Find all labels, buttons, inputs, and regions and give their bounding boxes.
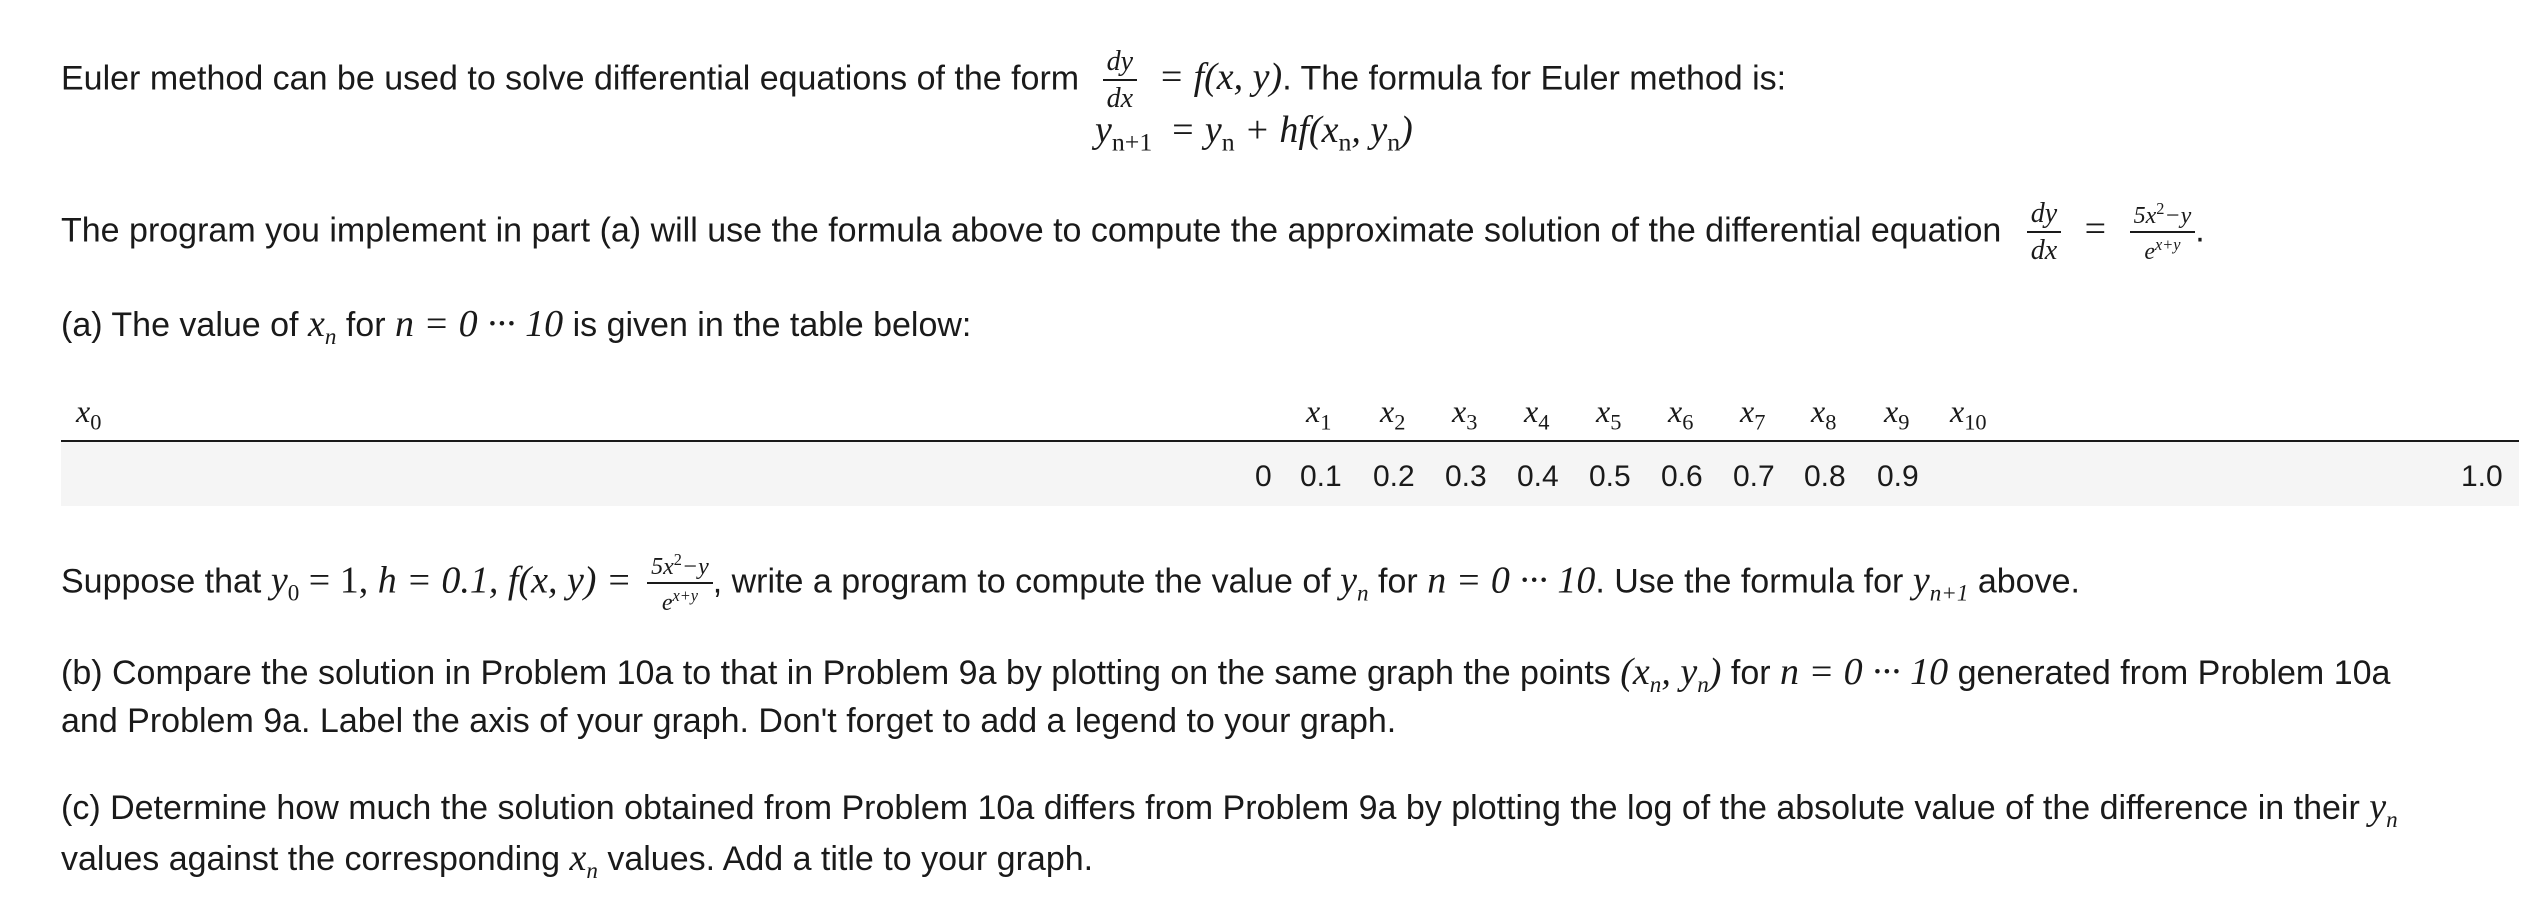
intro-text-after: . The formula for Euler method is: (1282, 59, 1787, 98)
table-header-x6: $x_6$ (1668, 393, 1694, 435)
table-header-x5: $x_5$ (1596, 393, 1622, 435)
program-line: The program you implement in part (a) will use the formula above to compute the approximate solution of the differential equation $\frac{dy}{dx}$ = $\frac{5x^2-y}{e^{x+y}}$ . (61, 198, 2205, 266)
part-b-line-2: and Problem 9a. Label the axis of your graph. Don't forget to add a legend to your graph. (61, 702, 1397, 740)
table-header-x8: $x_8$ (1811, 393, 1837, 435)
program-dy-dx-fraction: $\frac{dy}{dx}$ (2027, 200, 2061, 265)
dy-dx-fraction: $\frac{dy}{dx}$ (1103, 48, 1137, 113)
table-cell-x1: 0.1 (1300, 460, 1342, 493)
table-cell-x6: 0.6 (1661, 460, 1703, 493)
table-cell-x5: 0.5 (1589, 460, 1631, 493)
table-header-x10: $x_{10}$ (1950, 393, 1987, 435)
table-cell-x0: 0 (1255, 460, 1272, 493)
table-cell-x3: 0.3 (1445, 460, 1487, 493)
part-c-line-1: (c) Determine how much the solution obtained from Problem 10a differs from Problem 9a by plotting the log of the absolute value of the difference in their $y_n$ (61, 786, 2398, 833)
table-header-x2: $x_2$ (1380, 393, 1406, 435)
part-a-line: (a) The value of $x_n$ for n = 0 ··· 10 is given in the table below: (61, 303, 972, 350)
table-header-x9: $x_9$ (1884, 393, 1910, 435)
table-header-x4: $x_4$ (1524, 393, 1550, 435)
part-c-line-2: values against the corresponding $x_n$ values. Add a title to your graph. (61, 837, 1094, 884)
table-cell-x7: 0.7 (1733, 460, 1775, 493)
program-text: The program you implement in part (a) will use the formula above to compute the approximate solution of the differential equation (61, 211, 2002, 250)
table-cell-x4: 0.4 (1517, 460, 1559, 493)
table-header-x3: $x_3$ (1452, 393, 1478, 435)
suppose-line: Suppose that $y_0 = 1$, h = 0.1, f(x, y) = $\frac{5x^2-y}{e^{x+y}}$ , write a program to compute the value of $y_n$ for n = 0 ··· 10. Use the formula for $y_{n+1}$ above. (61, 550, 2080, 616)
table-row (61, 442, 2519, 506)
table-header-x0: $x_0$ (76, 393, 102, 435)
table-cell-x8: 0.8 (1804, 460, 1846, 493)
program-rhs-fraction: $\frac{5x^2-y}{e^{x+y}}$ (2130, 201, 2196, 264)
table-header-x1: $x_1$ (1306, 393, 1332, 435)
table-cell-x9: 0.9 (1877, 460, 1919, 493)
intro-text-before: Euler method can be used to solve differential equations of the form (61, 59, 1080, 98)
table-cell-x2: 0.2 (1373, 460, 1415, 493)
euler-formula: $y_{n+1} = y_n + hf(x_n$, $y_n$) (1095, 109, 1413, 157)
table-cell-x10: 1.0 (2461, 460, 2503, 493)
table-header-x7: $x_7$ (1740, 393, 1766, 435)
suppose-f-fraction: $\frac{5x^2-y}{e^{x+y}}$ (647, 552, 713, 615)
part-b-line-1: (b) Compare the solution in Problem 10a to that in Problem 9a by plotting on the same graph the points ($x_n$, $y_n$) for n = 0 ··· 10 generated from Problem 10a (61, 651, 2391, 698)
intro-line (61, 48, 1786, 113)
intro-rhs: = f(x, y) (1158, 56, 1283, 99)
